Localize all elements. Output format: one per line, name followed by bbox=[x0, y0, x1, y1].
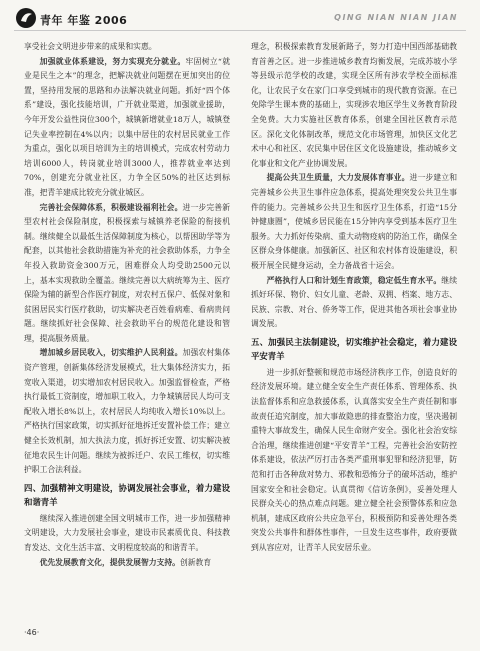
employment-lead: 加强就业体系建设，努力实现充分就业。 bbox=[39, 56, 186, 66]
public-health-body: 进一步建立和完善城乡公共卫生事件应急体系，提高处理突发公共卫生事件的能力。完善城乡公共卫生和医疗卫生体系，打造“15分钟健康圈”，使城乡居民能在15分钟内享受到基本医疗卫生服务。大力抓好传染病、重大动物疫病的防治工作，确保全区群众身体健康。加强新区、社区和农村体育设施建设，积极开展全民健身运动，全力备战省十运会。 bbox=[251, 173, 457, 270]
page-header bbox=[0, 0, 480, 36]
family-planning-lead: 严格执行人口和计划生育政策，稳定低生育水平。 bbox=[266, 275, 442, 285]
employment-paragraph bbox=[24, 55, 230, 201]
intro-paragraph: 享受社会文明进步带来的成果和实惠。 bbox=[24, 42, 157, 51]
income-body: 加强农村集体资产管理，创新集体经济发展模式，壮大集体经济实力，拓宽收入渠道，切实增加农村居民收入。加强监督检查，严格执行最低工资制度，增加职工收入，力争城镇居民人均可支配收入增长8%以上，农村居民人均纯收入增长10%以上。严格执行国家政策，切实抓好征地拆迁安置补偿工作；建立健全长效机制，加大执法力度，抓好拆迁安置、切实解决被征地农民生计问题。继续为被拆迁户、农民工维权，切实维护职工合法利益。 bbox=[24, 348, 230, 475]
yearbook-logo-icon bbox=[14, 6, 38, 30]
left-column bbox=[24, 40, 230, 615]
public-health-lead: 提高公共卫生质量，大力发展体育事业。 bbox=[266, 173, 410, 183]
education-paragraph bbox=[24, 556, 230, 571]
income-paragraph bbox=[24, 346, 230, 477]
civilization-paragraph: 继续深入推进创建全国文明城市工作，进一步加强精神文明建设，大力发展社会事业，建设市民素质优良、科技教育发达、文化生活丰富、文明程度较高的和谐青羊。 bbox=[24, 513, 230, 552]
social-security-paragraph bbox=[24, 201, 230, 347]
employment-body: 牢固树立“就业是民生之本”的理念，把解决就业问题摆在更加突出的位置，坚持用发展的思路和办法解决就业问题。抓好“四个体系”建设，强化技能培训，广开就业渠道，加强就业援助，今年开发公益性岗位300个，城镇新增就业18万人，城镇登记失业率控制在4%以内；以集中居住的农村居民就业工作为重点，强化以项目培训为主的培训模式，完成农村劳动力培训6000人，转岗就业培训3000人，推荐就业率达到70%，创建充分就业社区，力争全区50%的社区达到标准，把青羊建成比较充分就业城区。 bbox=[24, 56, 230, 197]
social-security-lead: 完善社会保障体系，积极建设福利社会。 bbox=[39, 202, 183, 212]
page-number: ·46· bbox=[24, 628, 40, 637]
yearbook-title-pinyin: QING NIAN NIAN JIAN bbox=[334, 13, 458, 22]
social-security-body: 进一步完善新型农村社会保险制度，积极探索与城镇养老保险的衔接机制。继续健全以最低生活保障制度为核心，以帮困助学等为配套，以其他社会救助措施为补充的社会救助体系，力争全年投入救助资金300万元，困难群众人均受助2500元以上，基本实现救助全覆盖。继续完善以大病统筹为主、医疗保险为辅的新型合作医疗制度，对农村五保户、低保对象和贫困居民实行医疗救助，切实解决老百姓看病难、看病贵问题。继续抓好社会保障、社会救助平台的规范化建设和管理，提高服务质量。 bbox=[24, 202, 230, 343]
education-lead: 优先发展教育文化，提供发展智力支持。 bbox=[39, 557, 180, 567]
income-lead: 增加城乡居民收入，切实维护人民利益。 bbox=[39, 348, 183, 358]
family-planning-paragraph bbox=[251, 274, 457, 332]
right-column bbox=[251, 40, 457, 615]
section-heading-5: 五、加强民主法制建设，切实维护社会稳定，着力建设平安青羊 bbox=[251, 336, 457, 361]
education-body: 创新教育 bbox=[179, 557, 212, 567]
safety-paragraph: 进一步抓好整顿和规范市场经济秩序工作，创造良好的经济发展环境。建立健全安全生产责任体系、管理体系、执法监督体系和应急救援体系，认真落实安全生产责任制和事故责任追究制度，加大事故隐患的排查整治力度，坚决遏制重特大事故发生，确保人民生命财产安全。强化社会治安综合治理，继续推进创建“平安青羊”工程，完善社会治安防控体系建设，依法严厉打击各类严重刑事犯罪和经济犯罪，防范和打击各种敌对势力、邪教和恐怖分子的破坏活动，维护国家安全和社会稳定。认真贯彻《信访条例》，妥善处理人民群众关心的热点难点问题。建立健全社会预警体系和应急机制，建成区政府公共应急平台，积极预防和妥善处理各类突发公共事件和群体性事件，一旦发生这些事件，政府要做到从容应对，让青羊人民安居乐业。 bbox=[251, 367, 457, 552]
section-heading-4: 四、加强精神文明建设，协调发展社会事业，着力建设和谐青羊 bbox=[24, 482, 230, 507]
public-health-paragraph bbox=[251, 171, 457, 273]
education-continued-paragraph: 理念，积极探索教育发展新路子，努力打造中国西部基础教育首善之区。进一步推进城乡教育均衡发展，完成苏坡小学等县级示范学校的改建，实现全区所有涉农学校全面标准化，让农民子女在家门口享受到城市的现代教育资源。在已免除学生课本费的基础上，实现涉农地区学生义务教育阶段全免费。大力实施社区教育体系，创建全国社区教育示范区。深化文化体制改革，规范文化市场管理，加快区文化艺术中心和社区、农民集中居住区文化设施建设，推动城乡文化事业和文化产业协调发展。 bbox=[251, 42, 457, 168]
header-divider bbox=[14, 30, 466, 31]
yearbook-title: 青年 年鉴 2006 bbox=[40, 14, 128, 27]
family-planning-body: 继续抓好环保、物价、妇女儿童、老龄、双拥、档案、地方志、民族、宗教、对台、侨务等工作，促进其他各项社会事业协调发展。 bbox=[251, 275, 457, 329]
